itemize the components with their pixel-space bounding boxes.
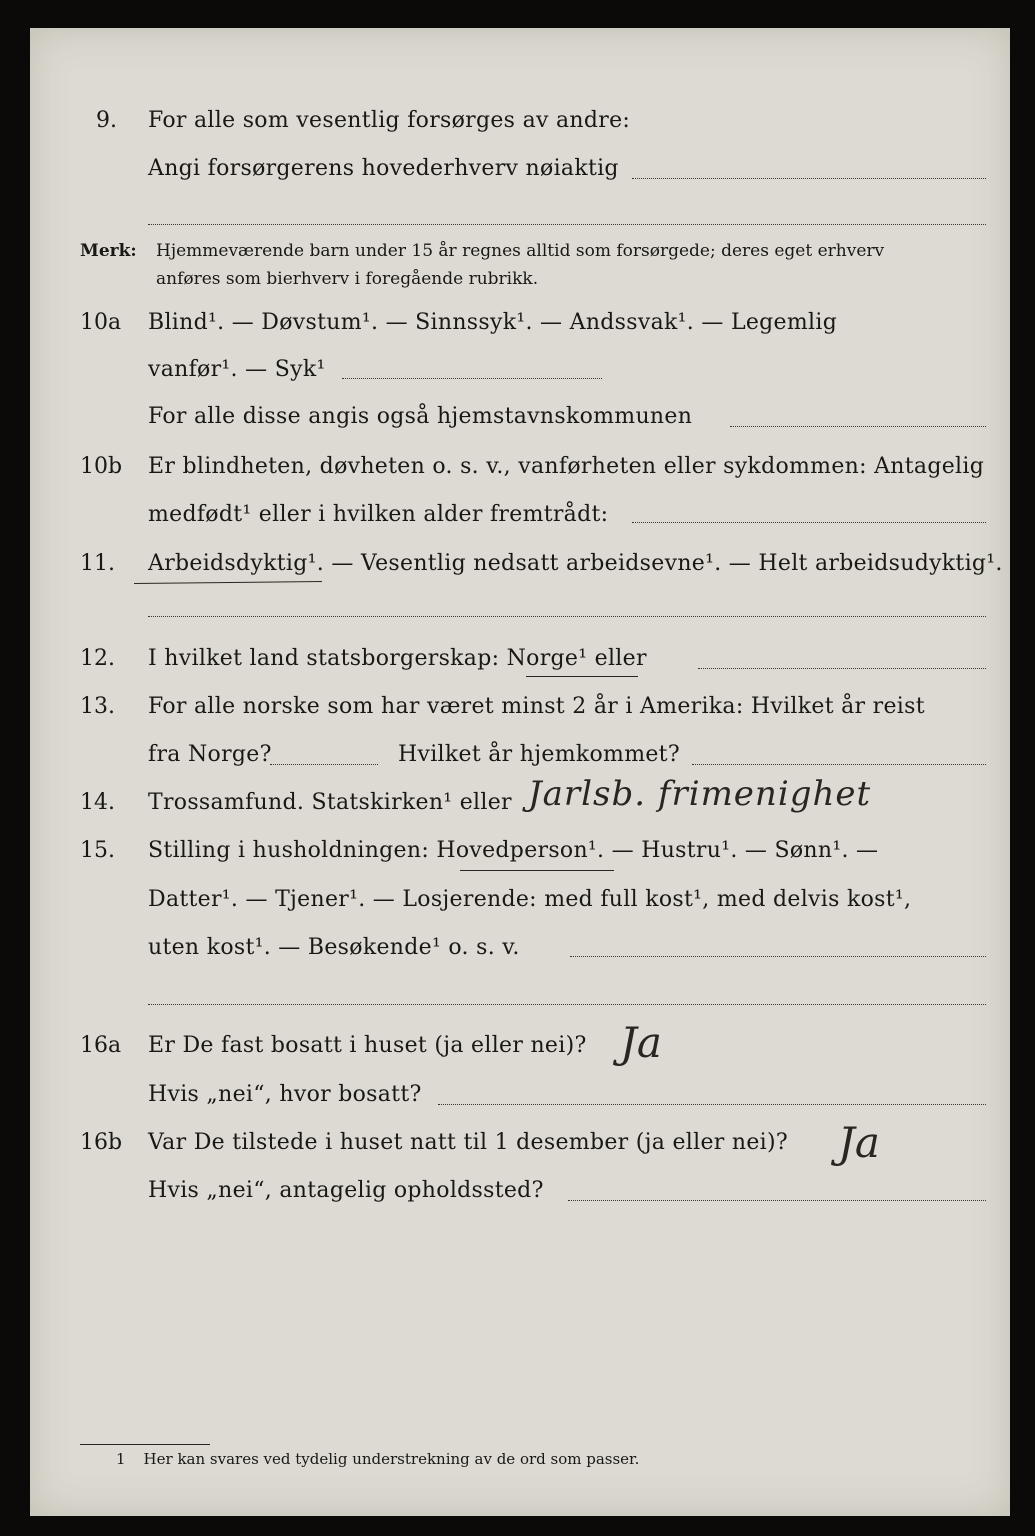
q12-number: 12. bbox=[80, 646, 115, 671]
q15-answer-field[interactable] bbox=[570, 956, 986, 957]
q14-handwritten-answer: Jarlsb. frimenighet bbox=[528, 774, 872, 814]
q11-extra-field[interactable] bbox=[148, 616, 986, 617]
q16a-handwritten-answer: Ja bbox=[620, 1018, 662, 1067]
q14-line1: Trossamfund. Statskirken¹ eller bbox=[148, 790, 512, 815]
q9-number: 9. bbox=[96, 108, 117, 133]
q10a-home-field[interactable] bbox=[730, 426, 986, 427]
census-form-page bbox=[30, 28, 1010, 1516]
q11-line1: Arbeidsdyktig¹. — Vesentlig nedsatt arbeidsevne¹. — Helt arbeidsudyktig¹. bbox=[148, 551, 1003, 576]
q10b-line1: Er blindheten, døvheten o. s. v., vanførheten eller sykdommen: Antagelig bbox=[148, 454, 985, 479]
footnote-rule bbox=[80, 1444, 210, 1445]
q16b-line2: Hvis „nei“, antagelig opholdssted? bbox=[148, 1178, 544, 1203]
q10b-answer-field[interactable] bbox=[632, 522, 986, 523]
footnote-text: Her kan svares ved tydelig understrekning av de ord som passer. bbox=[143, 1450, 640, 1468]
q16b-number: 16b bbox=[80, 1130, 123, 1155]
q16b-line1: Var De tilstede i huset natt til 1 desember (ja eller nei)? bbox=[148, 1130, 788, 1155]
q10a-number: 10a bbox=[80, 310, 122, 335]
q12-underline-mark bbox=[526, 676, 638, 677]
q10a-line2: vanfør¹. — Syk¹ bbox=[148, 357, 326, 382]
q13-number: 13. bbox=[80, 694, 115, 719]
q10b-number: 10b bbox=[80, 454, 123, 479]
q9-line1: For alle som vesentlig forsørges av andre: bbox=[148, 108, 631, 133]
q12-line1: I hvilket land statsborgerskap: Norge¹ eller bbox=[148, 646, 647, 671]
q10a-line3: For alle disse angis også hjemstavnskommunen bbox=[148, 404, 693, 429]
q10b-line2: medfødt¹ eller i hvilken alder fremtrådt: bbox=[148, 502, 609, 527]
q15-extra-field[interactable] bbox=[148, 1004, 986, 1005]
q16b-handwritten-answer: Ja bbox=[838, 1118, 880, 1167]
q13-line2b: Hvilket år hjemkommet? bbox=[398, 742, 680, 767]
q11-number: 11. bbox=[80, 551, 115, 576]
q12-answer-field[interactable] bbox=[698, 668, 986, 669]
q13-return-field[interactable] bbox=[692, 764, 986, 765]
q16a-number: 16a bbox=[80, 1033, 122, 1058]
q15-line1: Stilling i husholdningen: Hovedperson¹. — Hustru¹. — Sønn¹. — bbox=[148, 838, 879, 863]
q15-line2: Datter¹. — Tjener¹. — Losjerende: med full kost¹, med delvis kost¹, bbox=[148, 887, 912, 912]
q15-underline-mark bbox=[460, 870, 614, 871]
q10a-sick-field[interactable] bbox=[342, 378, 602, 379]
q15-line3: uten kost¹. — Besøkende¹ o. s. v. bbox=[148, 935, 520, 960]
q11-underline-mark bbox=[134, 581, 322, 584]
merk-line1: Hjemmeværende barn under 15 år regnes alltid som forsørgede; deres eget erhverv bbox=[156, 241, 885, 261]
merk-label: Merk: bbox=[80, 241, 137, 261]
q13-line1: For alle norske som har været minst 2 år i Amerika: Hvilket år reist bbox=[148, 694, 925, 719]
q16a-line2: Hvis „nei“, hvor bosatt? bbox=[148, 1082, 422, 1107]
q13-departure-field[interactable] bbox=[270, 764, 378, 765]
q10a-line1: Blind¹. — Døvstum¹. — Sinnssyk¹. — Andssvak¹. — Legemlig bbox=[148, 310, 838, 335]
q9-line2: Angi forsørgerens hovederhverv nøiaktig bbox=[148, 156, 619, 181]
q14-number: 14. bbox=[80, 790, 115, 815]
q9-answer-field[interactable] bbox=[632, 178, 986, 179]
q9-extra-field[interactable] bbox=[148, 224, 986, 225]
q16a-line1: Er De fast bosatt i huset (ja eller nei)? bbox=[148, 1033, 587, 1058]
merk-line2: anføres som bierhverv i foregående rubrikk. bbox=[156, 269, 539, 289]
footnote bbox=[116, 1450, 639, 1468]
q15-number: 15. bbox=[80, 838, 115, 863]
q16b-whereabouts-field[interactable] bbox=[568, 1200, 986, 1201]
footnote-mark: 1 bbox=[116, 1450, 126, 1468]
q16a-residence-field[interactable] bbox=[438, 1104, 986, 1105]
q13-line2a: fra Norge? bbox=[148, 742, 272, 767]
